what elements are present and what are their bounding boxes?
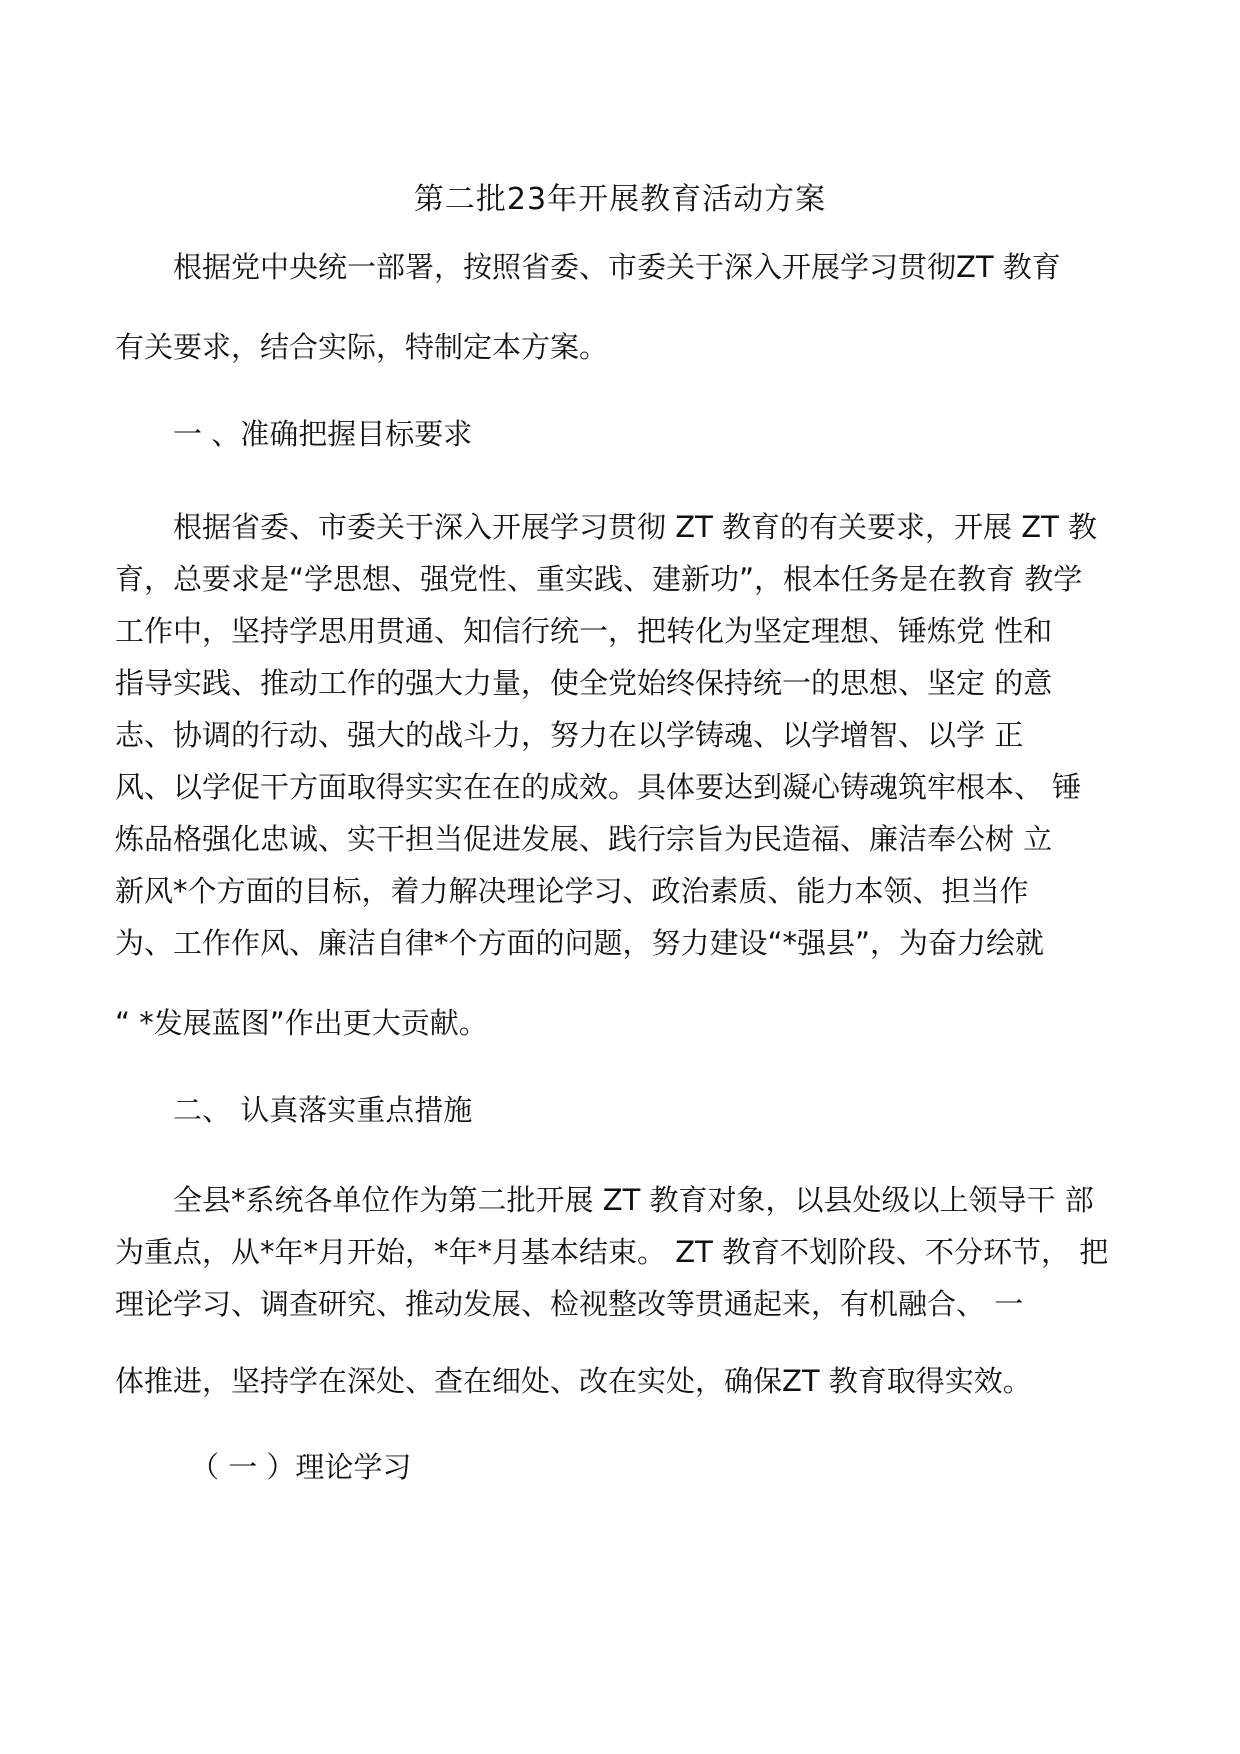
intro-line-2: 有关要求，结合实际，特制定本方案。 (115, 330, 609, 364)
section-2-line-4: 体推进，坚持学在深处、查在细处、改在实处，确保ZT 教育取得实效。 (115, 1364, 1032, 1398)
document-title: 第二批23年开展教育活动方案 (413, 182, 827, 217)
section-1-line-3: 工作中，坚持学思用贯通、知信行统一，把转化为坚定理想、锤炼党 性和 (115, 614, 1053, 648)
intro-line-1: 根据党中央统一部署，按照省委、市委关于深入开展学习贯彻ZT 教育 (173, 250, 1061, 284)
section-1-line-1: 根据省委、市委关于深入开展学习贯彻 ZT 教育的有关要求，开展 ZT 教 (173, 510, 1098, 544)
section-2-line-1: 全县*系统各单位作为第二批开展 ZT 教育对象，以县处级以上领导干 部 (173, 1183, 1094, 1217)
section-2-heading: 二、 认真落实重点措施 (173, 1093, 473, 1127)
section-2-line-3: 理论学习、调查研究、推动发展、检视整改等贯通起来，有机融合、 一 (115, 1287, 1024, 1321)
section-2-line-2: 为重点，从*年*月开始，*年*月基本结束。 ZT 教育不划阶段、不分环节， 把 (115, 1235, 1109, 1269)
section-1-line-4: 指导实践、推动工作的强大力量，使全党始终保持统一的思想、坚定 的意 (115, 666, 1053, 700)
section-1-line-8: 新风*个方面的目标，着力解决理论学习、政治素质、能力本领、担当作 (115, 874, 1029, 908)
section-1-line-10: “ *发展蓝图”作出更大贡献。 (115, 1006, 488, 1040)
section-1-line-9: 为、工作作风、廉洁自律*个方面的问题，努力建设“*强县”，为奋力绘就 (115, 926, 1045, 960)
subsection-1-heading: （ 一 ）理论学习 (190, 1450, 412, 1484)
section-1-line-6: 风、以学促干方面取得实实在在的成效。具体要达到凝心铸魂筑牢根本、 锤 (115, 770, 1082, 804)
section-1-heading: 一 、准确把握目标要求 (173, 417, 473, 451)
section-1-line-5: 志、协调的行动、强大的战斗力，努力在以学铸魂、以学增智、以学 正 (115, 718, 1024, 752)
section-1-line-7: 炼品格强化忠诚、实干担当促进发展、践行宗旨为民造福、廉洁奉公树 立 (115, 822, 1053, 856)
section-1-line-2: 育，总要求是“学思想、强党性、重实践、建新功”，根本任务是在教育 教学 (115, 562, 1083, 596)
